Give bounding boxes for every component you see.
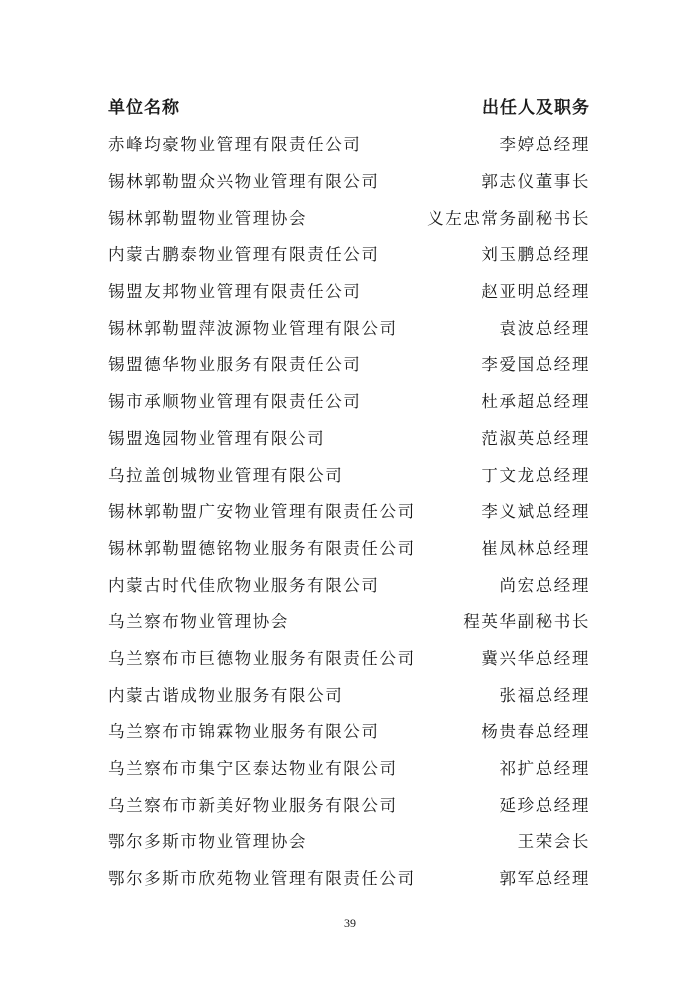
unit-name: 锡林郭勒盟萍波源物业管理有限公司 <box>108 318 398 338</box>
person-position: 郭志仪董事长 <box>481 172 590 192</box>
table-row <box>108 308 590 345</box>
person-position: 张福总经理 <box>499 685 590 705</box>
unit-name: 内蒙古时代佳欣物业服务有限公司 <box>108 575 380 595</box>
unit-name: 锡盟友邦物业管理有限责任公司 <box>108 282 362 302</box>
unit-name: 内蒙古鹏泰物业管理有限责任公司 <box>108 245 380 265</box>
unit-name: 内蒙古谐成物业服务有限公司 <box>108 685 344 705</box>
unit-name: 鄂尔多斯市欣苑物业管理有限责任公司 <box>108 869 416 889</box>
table-row <box>108 602 590 639</box>
table-row <box>108 712 590 749</box>
table-row <box>108 492 590 529</box>
table-row <box>108 198 590 235</box>
table-row <box>108 565 590 602</box>
unit-name: 锡市承顺物业管理有限责任公司 <box>108 392 362 412</box>
header-unit-name: 单位名称 <box>108 97 180 118</box>
unit-name: 锡盟逸园物业管理有限公司 <box>108 428 326 448</box>
unit-name: 鄂尔多斯市物业管理协会 <box>108 832 308 852</box>
person-position: 崔凤林总经理 <box>481 538 590 558</box>
unit-name: 赤峰均豪物业管理有限责任公司 <box>108 135 362 155</box>
person-position: 刘玉鹏总经理 <box>481 245 590 265</box>
person-position: 范淑英总经理 <box>481 428 590 448</box>
table-row <box>108 455 590 492</box>
person-position: 杨贵春总经理 <box>481 722 590 742</box>
table-row <box>108 272 590 309</box>
unit-name: 乌兰察布物业管理协会 <box>108 612 289 632</box>
unit-name: 锡林郭勒盟德铭物业服务有限责任公司 <box>108 538 416 558</box>
table-row <box>108 639 590 676</box>
person-position: 袁波总经理 <box>499 318 590 338</box>
unit-name: 锡林郭勒盟广安物业管理有限责任公司 <box>108 502 416 522</box>
person-position: 王荣会长 <box>517 832 590 852</box>
table-row <box>108 235 590 272</box>
table-header <box>108 90 590 120</box>
table-row <box>108 125 590 162</box>
unit-name: 乌兰察布市锦霖物业服务有限公司 <box>108 722 380 742</box>
page-number: 39 <box>344 916 356 930</box>
person-position: 祁扩总经理 <box>499 759 590 779</box>
person-position: 李义斌总经理 <box>481 502 590 522</box>
table-row <box>108 675 590 712</box>
person-position: 义左忠常务副秘书长 <box>427 208 590 228</box>
person-position: 丁文龙总经理 <box>481 465 590 485</box>
unit-name: 乌兰察布市集宁区泰达物业有限公司 <box>108 759 398 779</box>
person-position: 李婷总经理 <box>499 135 590 155</box>
unit-name: 乌兰察布市巨德物业服务有限责任公司 <box>108 648 416 668</box>
unit-name: 锡林郭勒盟众兴物业管理有限公司 <box>108 172 380 192</box>
table-row <box>108 529 590 566</box>
unit-name: 乌拉盖创城物业管理有限公司 <box>108 465 344 485</box>
table-row <box>108 822 590 859</box>
person-position: 赵亚明总经理 <box>481 282 590 302</box>
person-position: 延珍总经理 <box>499 795 590 815</box>
person-position: 李爱国总经理 <box>481 355 590 375</box>
table-row <box>108 749 590 786</box>
table-row <box>108 419 590 456</box>
person-position: 杜承超总经理 <box>481 392 590 412</box>
unit-name: 锡盟德华物业服务有限责任公司 <box>108 355 362 375</box>
person-position: 尚宏总经理 <box>499 575 590 595</box>
person-position: 郭军总经理 <box>499 869 590 889</box>
unit-name: 乌兰察布市新美好物业服务有限公司 <box>108 795 398 815</box>
unit-list <box>108 125 590 895</box>
unit-name: 锡林郭勒盟物业管理协会 <box>108 208 308 228</box>
table-row <box>108 345 590 382</box>
table-row <box>108 859 590 896</box>
table-row <box>108 382 590 419</box>
person-position: 程英华副秘书长 <box>463 612 590 632</box>
header-person-position: 出任人及职务 <box>482 97 590 118</box>
person-position: 冀兴华总经理 <box>481 648 590 668</box>
table-row <box>108 785 590 822</box>
table-row <box>108 162 590 199</box>
